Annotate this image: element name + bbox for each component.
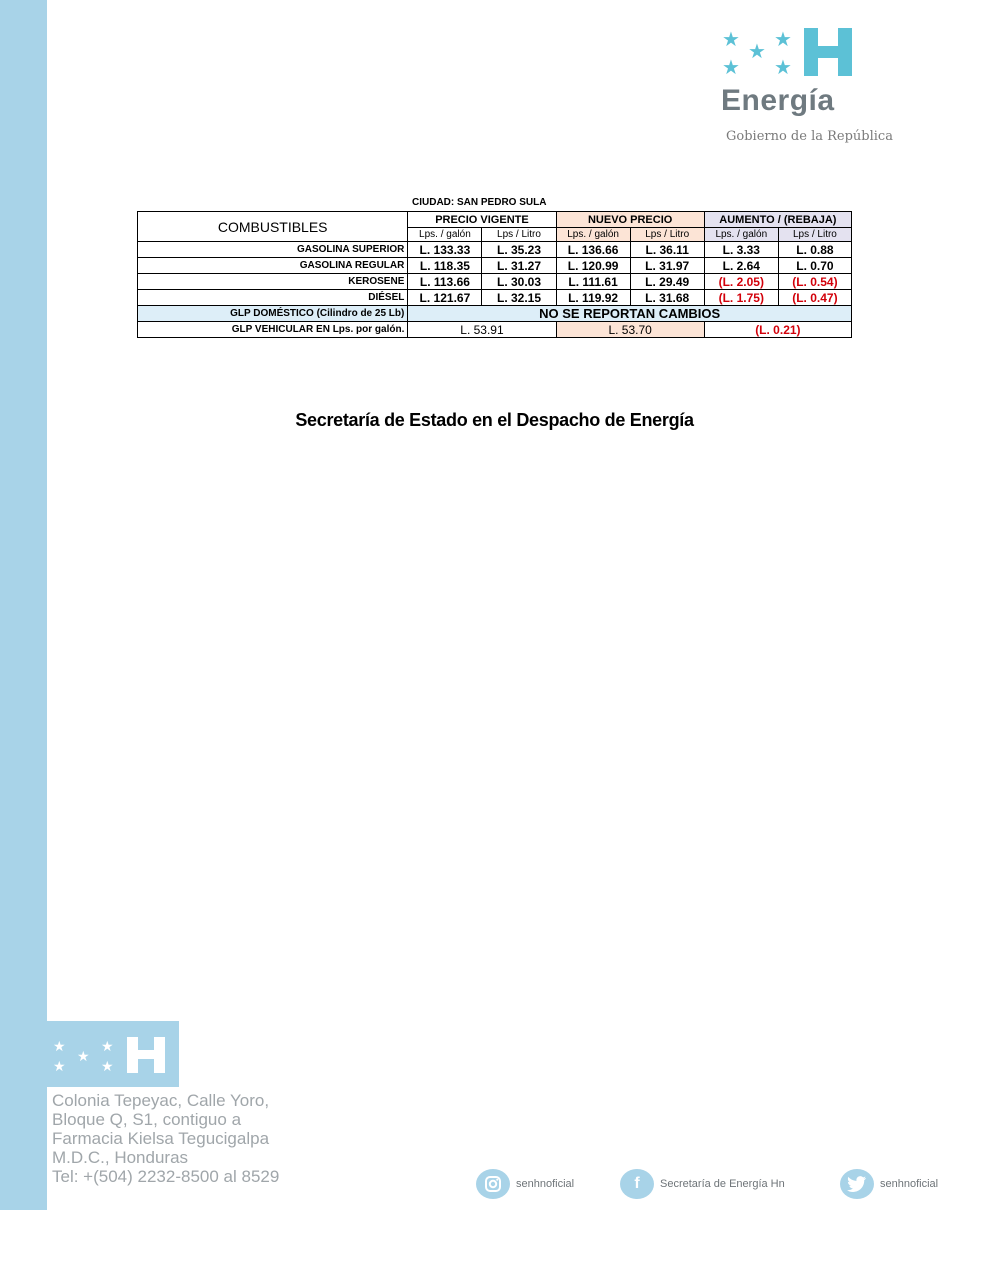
social-instagram[interactable] <box>476 1168 574 1200</box>
star-icon: ★ <box>101 1058 114 1074</box>
logo-word: Energía <box>721 84 835 117</box>
instagram-icon <box>476 1169 510 1199</box>
star-icon: ★ <box>774 57 792 79</box>
address-line: Tel: +(504) 2232-8500 al 8529 <box>52 1167 280 1186</box>
star-icon: ★ <box>77 1048 90 1064</box>
table-row <box>138 242 852 258</box>
social-twitter[interactable] <box>840 1168 938 1200</box>
price-cell: L. 29.49 <box>630 274 704 290</box>
address-line: M.D.C., Honduras <box>52 1148 189 1167</box>
twitter-icon <box>840 1169 874 1199</box>
logo-subtitle: Gobierno de la República <box>726 129 893 144</box>
logo-h-mark <box>804 28 852 76</box>
star-icon: ★ <box>774 29 792 51</box>
star-icon: ★ <box>748 41 766 63</box>
fuel-name: GLP VEHICULAR EN Lps. por galón. <box>138 322 408 338</box>
subheader: Lps. / galón <box>704 228 778 242</box>
change-cell: (L. 0.54) <box>778 274 851 290</box>
price-cell: L. 133.33 <box>408 242 482 258</box>
price-cell: L. 111.61 <box>556 274 630 290</box>
table-row <box>138 290 852 306</box>
price-cell: L. 121.67 <box>408 290 482 306</box>
facebook-icon: f <box>620 1169 654 1199</box>
star-icon: ★ <box>53 1058 66 1074</box>
address-line: Farmacia Kielsa Tegucigalpa <box>52 1129 270 1148</box>
subheader: Lps. / galón <box>408 228 482 242</box>
price-cell: L. 35.23 <box>482 242 556 258</box>
price-cell: L. 36.11 <box>630 242 704 258</box>
price-cell: L. 31.97 <box>630 258 704 274</box>
price-cell: L. 53.70 <box>556 322 704 338</box>
logo-stars <box>716 26 806 86</box>
fuel-name: GLP DOMÉSTICO (Cilindro de 25 Lb) <box>138 306 408 322</box>
change-cell: L. 0.70 <box>778 258 851 274</box>
fuel-name: GASOLINA SUPERIOR <box>138 242 408 258</box>
aumento-rebaja-header: AUMENTO / (REBAJA) <box>704 212 851 228</box>
combustibles-header: COMBUSTIBLES <box>138 212 408 242</box>
price-cell: L. 31.27 <box>482 258 556 274</box>
price-cell: L. 113.66 <box>408 274 482 290</box>
instagram-handle: senhnoficial <box>516 1178 575 1190</box>
footer-h-mark <box>127 1037 165 1073</box>
price-cell: L. 120.99 <box>556 258 630 274</box>
change-cell: (L. 1.75) <box>704 290 778 306</box>
subheader: Lps / Litro <box>482 228 556 242</box>
price-cell: L. 118.35 <box>408 258 482 274</box>
table-row <box>138 258 852 274</box>
address-line: Bloque Q, S1, contiguo a <box>52 1110 242 1129</box>
subheader: Lps. / galón <box>556 228 630 242</box>
change-cell: (L. 2.05) <box>704 274 778 290</box>
energia-logo <box>716 26 896 156</box>
price-cell: L. 31.68 <box>630 290 704 306</box>
price-cell: L. 136.66 <box>556 242 630 258</box>
footer-logo <box>47 1021 179 1087</box>
table-row <box>138 306 852 322</box>
table-row <box>138 274 852 290</box>
address-block <box>52 1091 279 1186</box>
change-cell: L. 2.64 <box>704 258 778 274</box>
left-color-bar <box>0 0 47 1210</box>
price-cell: L. 30.03 <box>482 274 556 290</box>
no-changes-cell: NO SE REPORTAN CAMBIOS <box>408 306 852 322</box>
precio-vigente-header: PRECIO VIGENTE <box>408 212 556 228</box>
price-cell: L. 53.91 <box>408 322 556 338</box>
star-icon: ★ <box>722 29 740 51</box>
change-cell: L. 3.33 <box>704 242 778 258</box>
price-cell: L. 32.15 <box>482 290 556 306</box>
nuevo-precio-header: NUEVO PRECIO <box>556 212 704 228</box>
change-cell: L. 0.88 <box>778 242 851 258</box>
star-icon: ★ <box>101 1038 114 1054</box>
price-cell: L. 119.92 <box>556 290 630 306</box>
star-icon: ★ <box>53 1038 66 1054</box>
fuel-name: DIÉSEL <box>138 290 408 306</box>
table-row <box>138 322 852 338</box>
fuel-price-table <box>137 211 852 338</box>
subheader: Lps / Litro <box>630 228 704 242</box>
secretaria-title: Secretaría de Estado en el Despacho de Energía <box>295 410 694 430</box>
change-cell: (L. 0.47) <box>778 290 851 306</box>
fuel-name: GASOLINA REGULAR <box>138 258 408 274</box>
twitter-handle: senhnoficial <box>880 1178 939 1190</box>
change-cell: (L. 0.21) <box>704 322 851 338</box>
city-label: CIUDAD: SAN PEDRO SULA <box>412 197 547 208</box>
fuel-name: KEROSENE <box>138 274 408 290</box>
star-icon: ★ <box>722 57 740 79</box>
social-facebook[interactable] <box>620 1168 785 1200</box>
subheader: Lps / Litro <box>778 228 851 242</box>
address-line: Colonia Tepeyac, Calle Yoro, <box>52 1091 270 1110</box>
facebook-handle: Secretaría de Energía Hn <box>660 1178 785 1190</box>
